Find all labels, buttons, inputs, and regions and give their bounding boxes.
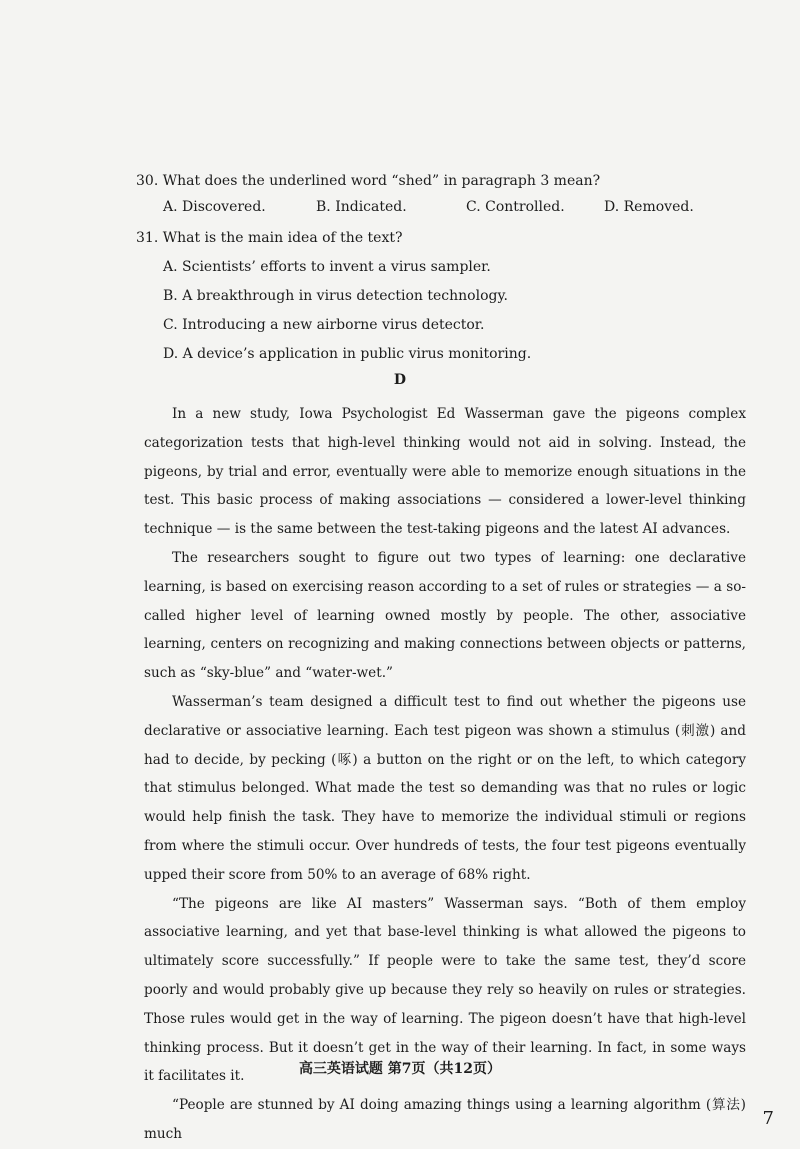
passage-paragraph-3: Wasserman’s team designed a difficult test to find out whether the pigeons use declarative or associative learning. Each test pigeon was shown a stimulus (刺激) and had to decide, by pecking (啄) a button on the right or on the left, to which category that stimulus belonged. What made the test so demanding was that no rules or logic would help finish the task. They have to memorize the individual stimuli or regions from where the stimuli occur. Over hundreds of tests, the four test pigeons eventually upped their score from 50% to an average of 68% right. [144, 693, 746, 883]
question-30-option-a: A. Discovered. [163, 199, 266, 215]
question-30-stem: 30. What does the underlined word “shed” in paragraph 3 mean? [136, 173, 601, 189]
page-footer: 高三英语试题 第7页（共12页） [298, 1061, 502, 1077]
passage-paragraph-5: “People are stunned by AI doing amazing things using a learning algorithm (算法) much [144, 1097, 746, 1142]
question-31-option-c: C. Introducing a new airborne virus detector. [163, 317, 485, 333]
reading-passage-d [144, 400, 746, 1149]
page-number: 7 [762, 1108, 774, 1129]
passage-paragraph-1: In a new study, Iowa Psychologist Ed Wasserman gave the pigeons complex categorization tests that high-level thinking would not aid in solving. Instead, the pigeons, by trial and error, eventually were able to memorize enough situations in the test. This basic process of making associations — considered a lower-level thinking technique — is the same between the test-taking pigeons and the latest AI advances. [144, 406, 746, 538]
passage-paragraph-2: The researchers sought to figure out two types of learning: one declarative learning, is based on exercising reason according to a set of rules or strategies — a so-called higher level of learning owned mostly by people. The other, associative learning, centers on recognizing and making connections between objects or patterns, such as “sky-blue” and “water-wet.” [144, 549, 746, 682]
section-heading-d: D [393, 372, 407, 388]
question-31-stem: 31. What is the main idea of the text? [136, 230, 403, 246]
question-31-option-a: A. Scientists’ efforts to invent a virus sampler. [163, 259, 491, 275]
question-30-option-d: D. Removed. [604, 199, 694, 215]
passage-paragraph-4: “The pigeons are like AI masters” Wasserman says. “Both of them employ associative learning, and yet that base-level thinking is what allowed the pigeons to ultimately score successfully.” If people were to take the same test, they’d score poorly and would probably give up because they rely so heavily on rules or strategies. Those rules would get in the way of learning. The pigeon doesn’t have that high-level thinking process. But it doesn’t get in the way of their learning. In fact, in some ways it facilitates it. [144, 895, 746, 1085]
question-31-option-b: B. A breakthrough in virus detection technology. [163, 288, 508, 304]
question-30-option-b: B. Indicated. [316, 199, 407, 215]
question-31-option-d: D. A device’s application in public virus monitoring. [163, 346, 532, 362]
question-30-option-c: C. Controlled. [466, 199, 565, 215]
question-30-options [163, 199, 723, 219]
